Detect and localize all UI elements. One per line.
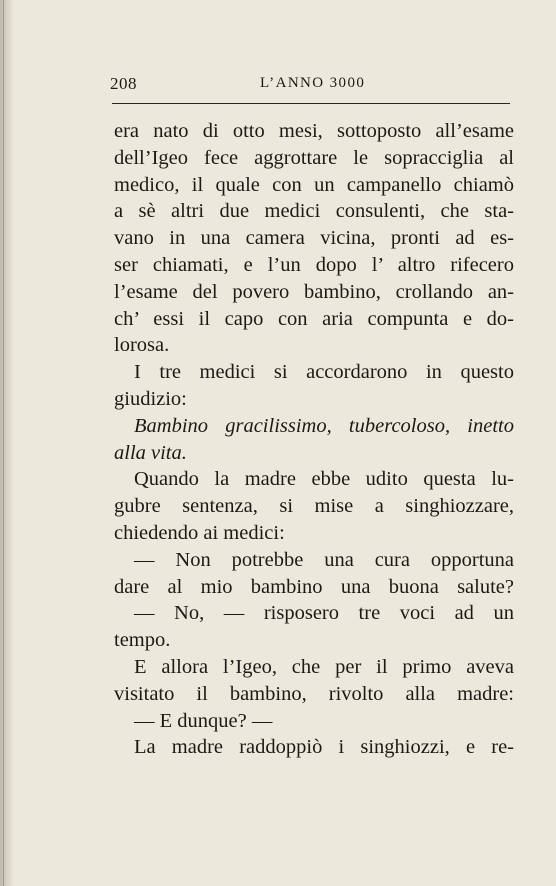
page-number: 208	[110, 74, 137, 93]
text-line: — E dunque? —	[134, 709, 273, 732]
text-line: — No, — risposero tre voci ad un	[134, 602, 514, 625]
text-line: dell’Igeo fece aggrottare le sopracciglia al	[114, 146, 514, 169]
text-line: vano in una camera vicina, pronti ad es-	[114, 227, 514, 250]
text-line-italic: alla vita.	[114, 441, 187, 464]
text-line: medico, il quale con un campanello chiamò	[114, 173, 514, 196]
body-text	[114, 118, 514, 761]
text-line: dare al mio bambino una buona salute?	[114, 575, 514, 598]
text-line: tempo.	[114, 629, 171, 652]
running-title: L’ANNO 3000	[260, 75, 366, 91]
text-line: — Non potrebbe una cura opportuna	[134, 548, 514, 571]
book-gutter-edge	[0, 0, 14, 886]
text-line: giudizio:	[114, 387, 187, 410]
text-line: visitato il bambino, rivolto alla madre:	[114, 682, 514, 705]
header-rule	[112, 103, 510, 104]
text-line: La madre raddoppiò i singhiozzi, e re-	[134, 736, 514, 759]
text-line: gubre sentenza, si mise a singhiozzare,	[114, 495, 514, 518]
text-line: Quando la madre ebbe udito questa lu-	[134, 468, 514, 491]
text-line: chiedendo ai medici:	[114, 521, 285, 544]
text-line: a sè altri due medici consulenti, che sta-	[114, 200, 514, 223]
text-line: era nato di otto mesi, sottoposto all’esame	[114, 120, 514, 142]
text-line: lorosa.	[114, 334, 170, 357]
text-line: E allora l’Igeo, che per il primo aveva	[134, 655, 514, 678]
text-line: I tre medici si accordarono in questo	[134, 361, 514, 384]
text-line: ch’ essi il capo con aria compunta e do-	[114, 307, 514, 330]
text-line: ser chiamati, e l’un dopo l’ altro rifecero	[114, 253, 514, 276]
text-line: l’esame del povero bambino, crollando an-	[114, 280, 514, 303]
page-header	[110, 70, 512, 92]
text-line-italic: Bambino gracilissimo, tubercoloso, inetto	[134, 414, 514, 437]
